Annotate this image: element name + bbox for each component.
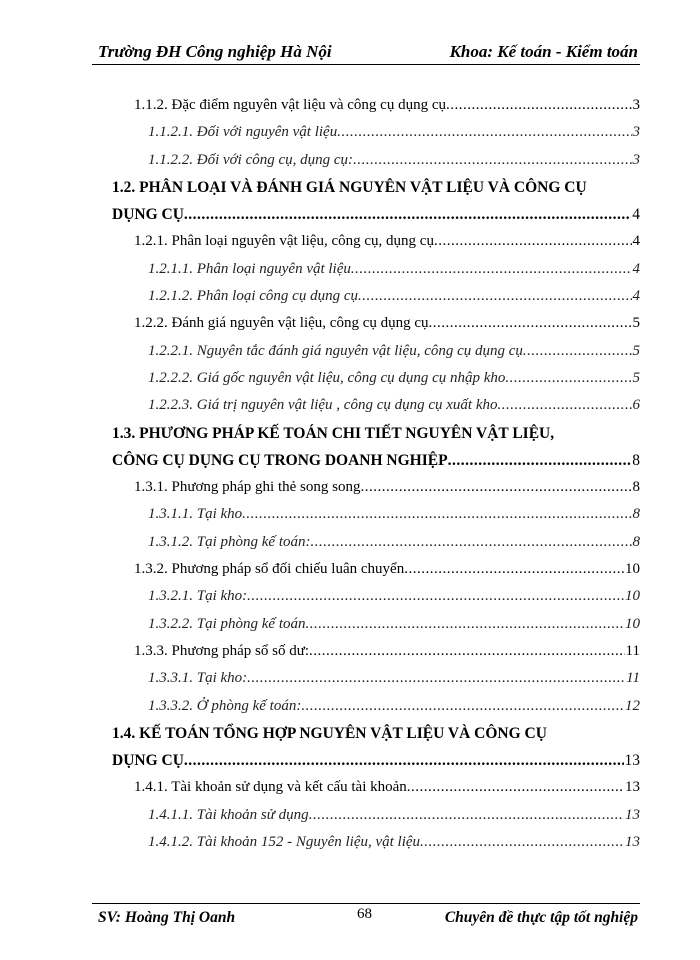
table-of-contents xyxy=(92,92,640,856)
toc-leader-dots xyxy=(247,583,624,610)
toc-entry-heading-continued[interactable] xyxy=(92,447,640,474)
toc-entry-label: 1.3.3. Phương pháp sổ số dư: xyxy=(134,642,310,659)
header-faculty: Khoa: Kế toán - Kiểm toán xyxy=(449,42,638,61)
toc-entry-section[interactable] xyxy=(92,774,640,801)
toc-leader-dots xyxy=(434,228,632,255)
toc-entry-label: 1.2.2. Đánh giá nguyên vật liệu, công cụ dụng cụ xyxy=(134,315,429,332)
toc-entry-label-continued: CÔNG CỤ DỤNG CỤ TRONG DOANH NGHIỆP xyxy=(112,451,448,469)
toc-leader-dots xyxy=(311,529,632,556)
toc-entry-page: 4 xyxy=(632,233,640,250)
toc-entry-subsection[interactable] xyxy=(92,693,640,720)
toc-entry-page: 8 xyxy=(632,479,640,496)
toc-entry-page: 5 xyxy=(632,315,640,332)
toc-leader-dots xyxy=(309,638,625,665)
toc-entry-label: 1.3.1.2. Tại phòng kế toán: xyxy=(148,533,311,550)
toc-entry-page: 4 xyxy=(632,260,640,277)
toc-entry-label-continued: DỤNG CỤ xyxy=(112,752,184,770)
toc-entry-page: 11 xyxy=(625,642,640,659)
toc-entry-subsection[interactable] xyxy=(92,529,640,556)
toc-entry-label: 1.1.2.2. Đối với công cụ, dụng cụ: xyxy=(148,151,354,168)
toc-entry-label: 1.3.3.2. Ở phòng kế toán: xyxy=(148,697,302,714)
toc-leader-dots xyxy=(353,147,631,174)
toc-entry-subsection[interactable] xyxy=(92,501,640,528)
toc-entry-page: 13 xyxy=(625,834,640,851)
toc-entry-label: 1.1.2. Đặc điểm nguyên vật liệu và công cụ dụng cụ xyxy=(134,97,446,113)
toc-entry-label: 1.2.2.2. Giá gốc nguyên vật liệu, công cụ dụng cụ nhập kho xyxy=(148,369,506,386)
toc-entry-label: 1.4.1.2. Tài khoản 152 - Nguyên liệu, vật liệu xyxy=(148,834,421,851)
toc-leader-dots xyxy=(498,392,632,419)
toc-leader-dots xyxy=(404,556,624,583)
toc-entry-subsection[interactable] xyxy=(92,802,640,829)
toc-entry-subsection[interactable] xyxy=(92,392,640,419)
toc-leader-dots xyxy=(242,501,631,528)
toc-entry-heading[interactable] xyxy=(92,174,640,201)
toc-leader-dots xyxy=(351,256,632,283)
toc-leader-dots xyxy=(446,92,632,119)
toc-leader-dots xyxy=(407,774,624,801)
toc-leader-dots xyxy=(184,747,624,774)
toc-entry-label: 1.2.1. Phân loại nguyên vật liệu, công cụ, dụng cụ xyxy=(134,233,434,250)
toc-entry-label-continued: DỤNG CỤ xyxy=(112,206,184,224)
toc-entry-page: 8 xyxy=(632,451,640,469)
toc-entry-section[interactable] xyxy=(92,310,640,337)
toc-leader-dots xyxy=(247,665,625,692)
toc-leader-dots xyxy=(360,474,631,501)
toc-entry-page: 3 xyxy=(632,124,640,141)
toc-entry-page: 8 xyxy=(632,506,640,523)
toc-entry-section[interactable] xyxy=(92,638,640,665)
toc-entry-section[interactable] xyxy=(92,556,640,583)
toc-entry-label: 1.3.2.2. Tại phòng kế toán xyxy=(148,615,306,632)
toc-entry-page: 13 xyxy=(625,806,640,823)
toc-entry-subsection[interactable] xyxy=(92,583,640,610)
toc-entry-page: 5 xyxy=(632,342,640,359)
toc-entry-subsection[interactable] xyxy=(92,665,640,692)
toc-entry-subsection[interactable] xyxy=(92,147,640,174)
toc-entry-label: 1.2.1.1. Phân loại nguyên vật liệu xyxy=(148,260,351,277)
document-page xyxy=(92,36,640,932)
toc-entry-label: 1.1.2.1. Đối với nguyên vật liệu xyxy=(148,124,338,141)
toc-entry-label: 1.4. KẾ TOÁN TỔNG HỢP NGUYÊN VẬT LIỆU VÀ CÔNG CỤ xyxy=(112,724,547,742)
toc-entry-label: 1.4.1.1. Tài khoản sử dụng xyxy=(148,806,309,823)
footer-page-number: 68 xyxy=(357,906,372,922)
footer-title: Chuyên đề thực tập tốt nghiệp xyxy=(444,909,638,926)
toc-entry-section[interactable] xyxy=(92,228,640,255)
toc-entry-heading[interactable] xyxy=(92,720,640,747)
toc-entry-label: 1.3.1.1. Tại kho xyxy=(148,506,243,523)
toc-entry-label: 1.3.3.1. Tại kho: xyxy=(148,670,248,687)
toc-leader-dots xyxy=(337,119,631,146)
toc-entry-subsection[interactable] xyxy=(92,829,640,856)
header-school: Trường ĐH Công nghiệp Hà Nội xyxy=(98,42,332,61)
footer-student: SV: Hoàng Thị Oanh xyxy=(98,909,236,926)
page-footer xyxy=(92,903,640,932)
toc-entry-label: 1.2.2.3. Giá trị nguyên vật liệu , công cụ dụng cụ xuất kho xyxy=(148,397,498,414)
toc-entry-label: 1.2.2.1. Nguyên tắc đánh giá nguyên vật liệu, công cụ dụng cụ xyxy=(148,342,523,359)
toc-entry-page: 3 xyxy=(632,151,640,168)
toc-entry-heading-continued[interactable] xyxy=(92,201,640,228)
toc-entry-label: 1.3. PHƯƠNG PHÁP KẾ TOÁN CHI TIẾT NGUYÊN VẬT LIỆU, xyxy=(112,424,555,442)
toc-leader-dots xyxy=(523,338,632,365)
toc-entry-section[interactable] xyxy=(92,474,640,501)
toc-entry-heading-continued[interactable] xyxy=(92,747,640,774)
toc-entry-section[interactable] xyxy=(92,92,640,119)
toc-entry-subsection[interactable] xyxy=(92,283,640,310)
toc-leader-dots xyxy=(420,829,624,856)
toc-entry-page: 3 xyxy=(632,97,640,113)
toc-entry-page: 12 xyxy=(625,697,640,714)
toc-entry-page: 13 xyxy=(625,779,640,796)
toc-entry-page: 4 xyxy=(632,288,640,305)
toc-leader-dots xyxy=(505,365,631,392)
toc-leader-dots xyxy=(306,611,625,638)
toc-entry-page: 13 xyxy=(624,752,640,770)
toc-entry-page: 10 xyxy=(625,615,640,632)
toc-entry-heading[interactable] xyxy=(92,420,640,447)
toc-entry-subsection[interactable] xyxy=(92,338,640,365)
toc-leader-dots xyxy=(429,310,632,337)
toc-entry-label: 1.2. PHÂN LOẠI VÀ ĐÁNH GIÁ NGUYÊN VẬT LIỆU VÀ CÔNG CỤ xyxy=(112,178,587,196)
toc-leader-dots xyxy=(184,201,631,228)
toc-entry-page: 8 xyxy=(632,533,640,550)
toc-entry-subsection[interactable] xyxy=(92,256,640,283)
toc-leader-dots xyxy=(301,693,624,720)
toc-entry-label: 1.4.1. Tài khoản sử dụng và kết cấu tài khoản xyxy=(134,779,407,796)
toc-entry-subsection[interactable] xyxy=(92,365,640,392)
page-header xyxy=(92,36,640,65)
toc-entry-page: 10 xyxy=(625,588,640,605)
toc-entry-page: 5 xyxy=(632,369,640,386)
toc-leader-dots xyxy=(448,447,632,474)
toc-entry-label: 1.3.1. Phương pháp ghi thẻ song song xyxy=(134,479,361,496)
toc-entry-page: 4 xyxy=(632,206,640,224)
toc-entry-label: 1.3.2. Phương pháp sổ đối chiếu luân chuyển xyxy=(134,561,405,578)
toc-entry-label: 1.3.2.1. Tại kho: xyxy=(148,588,248,605)
toc-entry-subsection[interactable] xyxy=(92,119,640,146)
toc-leader-dots xyxy=(358,283,632,310)
toc-leader-dots xyxy=(309,802,624,829)
toc-entry-label: 1.2.1.2. Phân loại công cụ dụng cụ xyxy=(148,288,358,305)
toc-entry-subsection[interactable] xyxy=(92,611,640,638)
toc-entry-page: 10 xyxy=(625,561,640,578)
toc-entry-page: 6 xyxy=(632,397,640,414)
toc-entry-page: 11 xyxy=(626,670,640,687)
